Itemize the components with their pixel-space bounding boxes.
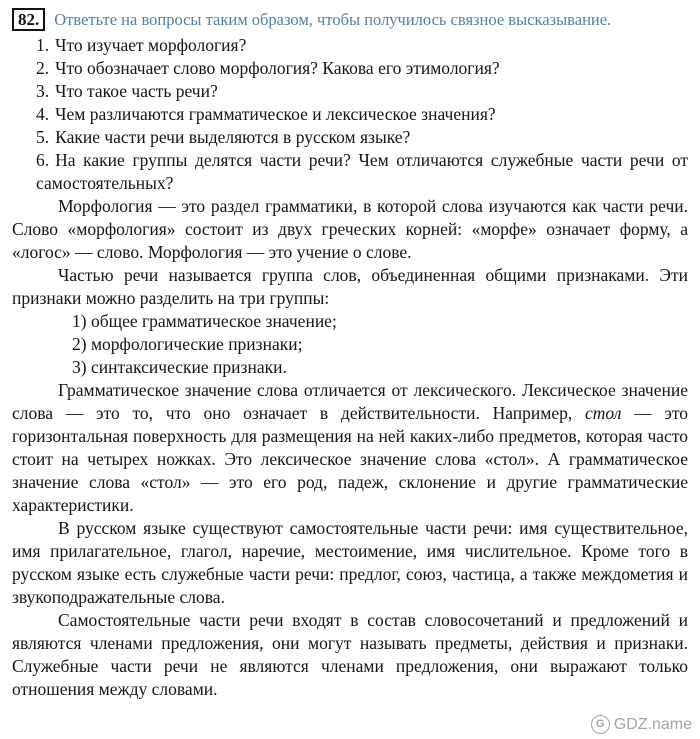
question-number: 2.	[36, 58, 50, 78]
question-text: Что обозначает слово морфология? Какова его этимология?	[55, 58, 500, 78]
question-number: 6.	[36, 150, 50, 170]
question-item	[36, 34, 688, 57]
paragraph-morphology-definition: Морфология — это раздел грамматики, в которой слова изучаются как части речи. Слово «морфология» состоит из двух греческих корней: «морфе» означает форму, а «логос» — слово. Морфология — это учение о слове.	[12, 196, 688, 262]
question-item	[36, 57, 688, 80]
list-item: 1) общее грамматическое значение;	[72, 311, 337, 331]
question-text: Чем различаются грамматическое и лексическое значения?	[55, 104, 496, 124]
watermark	[591, 715, 692, 734]
paragraph-segment: Грамматическое значение слова отличается от лексического. Лексическое значение слова — это то, что оно означает в действительности. Например,	[12, 380, 688, 423]
question-item	[36, 103, 688, 126]
paragraph-grammatical-vs-lexical	[12, 379, 688, 517]
paragraph-independent-vs-service: Самостоятельные части речи входят в состав словосочетаний и предложений и являются членами предложения, они могут называть предметы, действия и признаки. Служебные части речи не являются членами предложения, они выражают только отношения между словами.	[12, 610, 688, 699]
question-text: На какие группы делятся части речи? Чем отличаются служебные части речи от самостоятельных?	[36, 150, 688, 193]
answer-text	[12, 195, 688, 701]
question-number: 5.	[36, 127, 50, 147]
question-item	[36, 126, 688, 149]
list-item: 3) синтаксические признаки.	[72, 357, 287, 377]
question-text: Что такое часть речи?	[55, 81, 218, 101]
question-text: Что изучает морфология?	[55, 35, 247, 55]
exercise-header	[12, 8, 688, 31]
paragraph-segment: — это горизонтальная поверхность для размещения на ней каких-либо предметов, которая часто стоит на четырех ножках. Это лексическое значение слова «стол». А грамматическое значение слова «стол» — это его род, падеж, склонение и другие грамматические характеристики.	[12, 403, 689, 515]
question-item	[36, 149, 688, 195]
feature-groups-list	[72, 310, 688, 379]
question-text: Какие части речи выделяются в русском языке?	[55, 127, 411, 147]
question-number: 3.	[36, 81, 50, 101]
paragraph-part-of-speech: Частью речи называется группа слов, объединенная общими признаками. Эти признаки можно разделить на три группы:	[12, 265, 688, 308]
gdz-logo-icon: G	[591, 715, 610, 734]
watermark-text: GDZ.name	[613, 715, 692, 733]
exercise-instruction: Ответьте на вопросы таким образом, чтобы получилось связное высказывание.	[54, 10, 612, 29]
italic-word: стол	[584, 403, 622, 423]
question-number: 4.	[36, 104, 50, 124]
question-number: 1.	[36, 35, 50, 55]
list-item: 2) морфологические признаки;	[72, 334, 303, 354]
question-list	[12, 34, 688, 195]
paragraph-parts-of-speech-list: В русском языке существуют самостоятельные части речи: имя существительное, имя прилагательное, глагол, наречие, местоимение, имя числительное. Кроме того в русском языке есть служебные части речи: предлог, союз, частица, а также междометия и звукоподражательные слова.	[12, 518, 688, 607]
question-item	[36, 80, 688, 103]
exercise-number-box: 82.	[12, 8, 45, 31]
